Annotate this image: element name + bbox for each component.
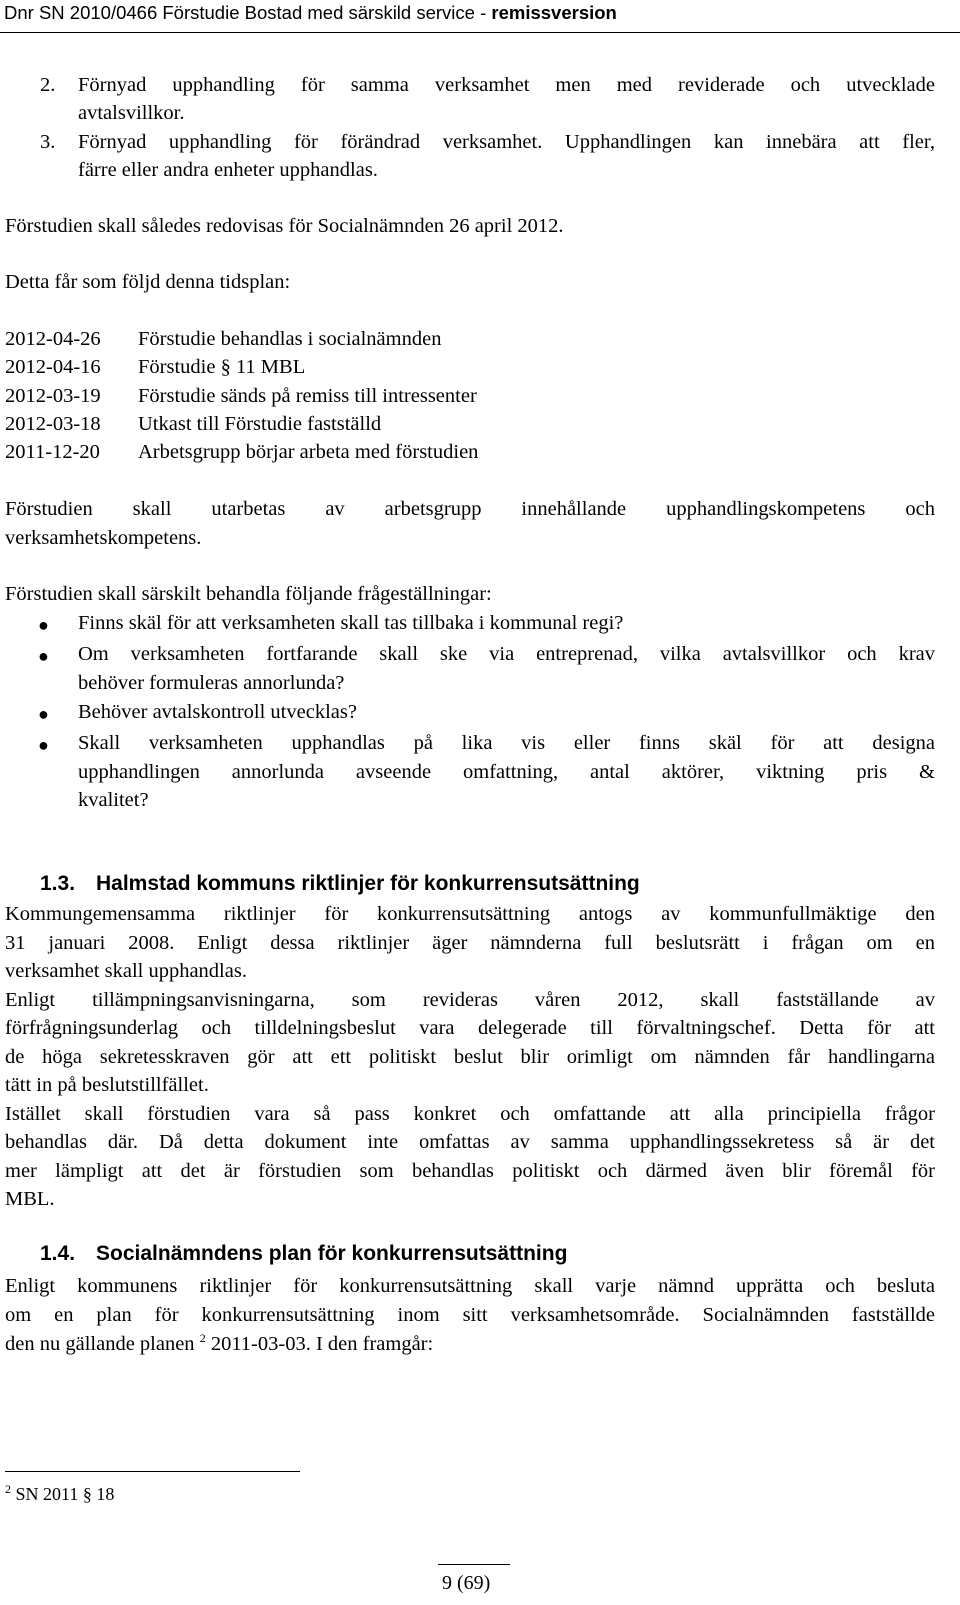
header-title-prefix: Dnr SN 2010/0466 Förstudie Bostad med särskild service - <box>4 2 492 23</box>
timeline-row <box>5 325 441 354</box>
section-number: 1.4. <box>40 1242 76 1265</box>
footnote-text: SN 2011 § 18 <box>11 1484 115 1504</box>
section-number: 1.3. <box>40 872 76 895</box>
timeline-row <box>5 353 305 382</box>
paragraph-text: den nu gällande planen <box>5 1333 195 1355</box>
question-line: Om verksamheten fortfarande skall ske via entreprenad, vilka avtalsvillkor och krav <box>78 643 935 665</box>
timeline-row <box>5 410 381 439</box>
section-title: Halmstad kommuns riktlinjer för konkurrensutsättning <box>96 872 640 895</box>
section-heading-1-4 <box>40 1239 567 1268</box>
bullet-icon: ● <box>38 615 49 635</box>
paragraph-line: tätt in på beslutstillfället. <box>5 1074 209 1096</box>
question-line: Skall verksamheten upphandlas på lika vis eller finns skäl för att designa <box>78 732 935 754</box>
question-line: behöver formuleras annorlunda? <box>78 672 345 694</box>
list-item-line: Förnyad upphandling för samma verksamhet men med reviderade och utvecklade <box>78 74 935 96</box>
paragraph-line: Enligt kommunens riktlinjer för konkurrensutsättning skall varje nämnd upprätta och besluta <box>5 1275 935 1297</box>
section-title: Socialnämndens plan för konkurrensutsättning <box>96 1242 568 1265</box>
paragraph-line: Istället skall förstudien vara så pass konkret och omfattande att alla principiella frågor <box>5 1103 935 1125</box>
paragraph-line: MBL. <box>5 1188 55 1210</box>
document-header <box>0 0 960 33</box>
paragraph-line <box>5 1330 433 1359</box>
bullet-icon: ● <box>38 735 49 755</box>
questions-intro: Förstudien skall särskilt behandla följande frågeställningar: <box>5 583 492 605</box>
page-number-rule <box>438 1564 510 1565</box>
list-number: 2. <box>40 74 56 96</box>
list-number: 3. <box>40 131 56 153</box>
question-line: upphandlingen annorlunda avseende omfattning, antal aktörer, viktning pris & <box>78 761 935 783</box>
question-line: Behöver avtalskontroll utvecklas? <box>78 701 357 723</box>
list-item-line: Förnyad upphandling för förändrad verksamhet. Upphandlingen kan innebära att fler, <box>78 131 935 153</box>
timeline-text: Utkast till Förstudie fastställd <box>138 413 382 435</box>
page-number: 9 (69) <box>442 1572 491 1594</box>
header-title <box>4 2 617 24</box>
timeline-row <box>5 382 477 411</box>
bullet-icon: ● <box>38 646 49 666</box>
presentation-sentence: Förstudien skall således redovisas för Socialnämnden 26 april 2012. <box>5 215 564 237</box>
timeline-intro: Detta får som följd denna tidsplan: <box>5 271 291 293</box>
workgroup-paragraph-line: verksamhetskompetens. <box>5 527 202 549</box>
paragraph-line: förfrågningsunderlag och tilldelningsbeslut vara delegerade till förvaltningschef. Detta för att <box>5 1017 935 1039</box>
timeline-text: Förstudie sänds på remiss till intressenter <box>138 385 477 407</box>
timeline-row <box>5 438 478 467</box>
question-line: kvalitet? <box>78 789 149 811</box>
footnote-reference: 2 <box>199 1331 206 1346</box>
header-title-emphasis: remissversion <box>491 2 617 23</box>
footnote <box>5 1484 114 1505</box>
workgroup-paragraph-line: Förstudien skall utarbetas av arbetsgrupp innehållande upphandlingskompetens och <box>5 498 935 520</box>
paragraph-line: behandlas där. Då detta dokument inte omfattas av samma upphandlingssekretess så är det <box>5 1131 935 1153</box>
question-line: Finns skäl för att verksamheten skall tas tillbaka i kommunal regi? <box>78 612 624 634</box>
footnote-separator <box>5 1471 300 1472</box>
timeline-text: Förstudie § 11 MBL <box>138 356 306 378</box>
paragraph-line: Kommungemensamma riktlinjer för konkurrensutsättning antogs av kommunfullmäktige den <box>5 903 935 925</box>
list-item-line: avtalsvillkor. <box>78 102 185 124</box>
paragraph-line: de höga sekretesskraven gör att ett politiskt beslut blir orimligt om nämnden får handlingarna <box>5 1046 935 1068</box>
footnote-mark: 2 <box>5 1482 11 1496</box>
timeline-date: 2011-12-20 <box>5 441 100 463</box>
paragraph-line: mer lämpligt att det är förstudien som behandlas politiskt och därmed även blir föremål för <box>5 1160 935 1182</box>
timeline-date: 2012-04-26 <box>5 328 101 350</box>
timeline-date: 2012-03-19 <box>5 385 101 407</box>
list-item-line: färre eller andra enheter upphandlas. <box>78 159 378 181</box>
paragraph-line: Enligt tillämpningsanvisningarna, som revideras våren 2012, skall fastställande av <box>5 989 935 1011</box>
paragraph-line: om en plan för konkurrensutsättning inom sitt verksamhetsområde. Socialnämnden fastställde <box>5 1304 935 1326</box>
timeline-text: Förstudie behandlas i socialnämnden <box>138 328 442 350</box>
paragraph-line: 31 januari 2008. Enligt dessa riktlinjer äger nämnderna full beslutsrätt i frågan om en <box>5 932 935 954</box>
timeline-text: Arbetsgrupp börjar arbeta med förstudien <box>138 441 479 463</box>
timeline-date: 2012-04-16 <box>5 356 101 378</box>
timeline-date: 2012-03-18 <box>5 413 101 435</box>
paragraph-line: verksamhet skall upphandlas. <box>5 960 247 982</box>
paragraph-text: 2011-03-03. I den framgår: <box>205 1333 434 1355</box>
bullet-icon: ● <box>38 704 49 724</box>
section-heading-1-3 <box>40 869 640 898</box>
